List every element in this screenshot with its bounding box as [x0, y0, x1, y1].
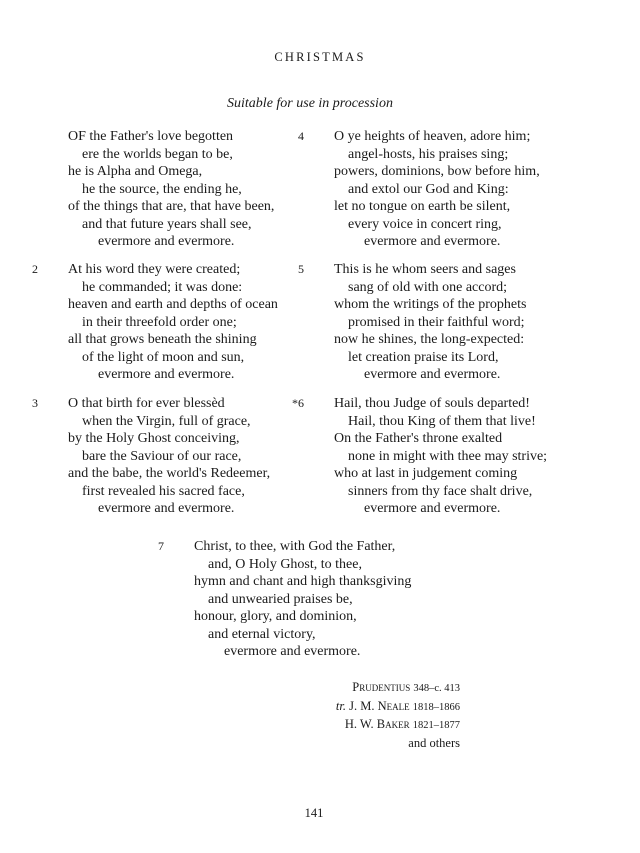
verse-line: and unwearied praises be, — [208, 591, 353, 607]
author-name: Prudentius — [352, 680, 411, 694]
verse-line: hymn and chant and high thanksgiving — [194, 574, 412, 589]
verse-5 — [298, 261, 527, 384]
verse-line: evermore and evermore. — [364, 234, 501, 249]
verse-line: and eternal victory, — [208, 626, 316, 642]
verse-number: 3 — [32, 396, 38, 410]
verse-4 — [298, 128, 540, 251]
verse-line: evermore and evermore. — [364, 501, 501, 516]
reviser-dates: 1821–1877 — [412, 720, 460, 731]
verse-line: who at last in judgement coming — [334, 466, 518, 481]
page-number: 141 — [304, 806, 324, 820]
verse-number: 4 — [298, 129, 304, 143]
verse-line: evermore and evermore. — [364, 367, 501, 382]
verse-line: let creation praise its Lord, — [348, 349, 499, 365]
author-dates: 348–c. 413 — [413, 683, 460, 694]
verse-1 — [52, 128, 274, 251]
verse-number: 7 — [158, 539, 164, 553]
verse-line: angel-hosts, his praises sing; — [348, 146, 509, 162]
verse-line: O ye heights of heaven, adore him; — [334, 129, 531, 144]
verse-line: he is Alpha and Omega, — [68, 164, 203, 179]
verse-line: and, O Holy Ghost, to thee, — [208, 556, 362, 572]
attribution-line-1 — [336, 679, 460, 698]
verse-line: by the Holy Ghost conceiving, — [68, 431, 240, 446]
verse-line: evermore and evermore. — [224, 644, 361, 659]
verse-line: On the Father's throne exalted — [334, 431, 503, 446]
verse-line: OF the Father's love begotten — [68, 129, 234, 144]
verse-line: evermore and evermore. — [98, 367, 235, 382]
verse-line: evermore and evermore. — [98, 234, 235, 249]
verse-line: and that future years shall see, — [82, 216, 252, 232]
verse-line: Hail, thou King of them that live! — [348, 413, 536, 429]
attribution-line-3 — [336, 716, 460, 735]
verse-line: when the Virgin, full of grace, — [82, 413, 251, 429]
verse-line: in their threefold order one; — [82, 314, 237, 330]
verse-line: evermore and evermore. — [98, 501, 235, 516]
page-header: CHRISTMAS — [274, 50, 366, 64]
translator-prefix: tr. — [335, 698, 346, 713]
verse-7 — [158, 538, 412, 661]
attribution-line-4: and others — [408, 735, 460, 750]
verse-line: powers, dominions, bow before him, — [334, 164, 540, 179]
verse-line: of the light of moon and sun, — [82, 349, 245, 365]
verse-line: ere the worlds began to be, — [82, 146, 233, 162]
verse-6 — [292, 395, 548, 518]
reviser-name: H. W. Baker — [344, 717, 410, 731]
verse-3 — [32, 395, 271, 518]
verse-line: honour, glory, and dominion, — [194, 609, 357, 624]
verse-line: every voice in concert ring, — [348, 216, 502, 232]
verse-2 — [32, 261, 278, 384]
verse-line: and the babe, the world's Redeemer, — [68, 466, 271, 481]
verse-line: Hail, thou Judge of souls departed! — [334, 396, 530, 411]
translator-dates: 1818–1866 — [412, 701, 460, 713]
verse-number: 2 — [32, 262, 38, 276]
verse-line: he commanded; it was done: — [82, 279, 243, 295]
verse-line: heaven and earth and depths of ocean — [68, 297, 278, 312]
verse-line: At his word they were created; — [68, 262, 241, 277]
verse-line: sinners from thy face shalt drive, — [348, 483, 533, 499]
verse-number: *6 — [292, 396, 304, 410]
verse-line: now he shines, the long-expected: — [334, 332, 525, 347]
hymn-subtitle: Suitable for use in procession — [227, 96, 393, 111]
verse-line: let no tongue on earth be silent, — [334, 199, 511, 214]
verse-line: promised in their faithful word; — [348, 314, 525, 330]
verse-line: O that birth for ever blessèd — [68, 396, 225, 411]
attribution — [336, 679, 460, 751]
verse-line: and extol our God and King: — [348, 181, 509, 197]
verse-number: 5 — [298, 262, 304, 276]
verse-line: whom the writings of the prophets — [334, 297, 527, 312]
verse-line: Christ, to thee, with God the Father, — [194, 539, 396, 554]
verse-line: This is he whom seers and sages — [334, 262, 516, 277]
verse-line: none in might with thee may strive; — [348, 448, 548, 464]
verse-line: he the source, the ending he, — [82, 181, 242, 197]
verse-line: bare the Saviour of our race, — [82, 448, 242, 464]
attribution-line-2 — [336, 698, 460, 717]
verse-line: first revealed his sacred face, — [82, 483, 245, 499]
verse-line: all that grows beneath the shining — [68, 332, 257, 347]
translator-name: J. M. Neale — [349, 698, 410, 713]
verse-line: sang of old with one accord; — [348, 279, 508, 295]
verse-line: of the things that are, that have been, — [68, 199, 275, 214]
